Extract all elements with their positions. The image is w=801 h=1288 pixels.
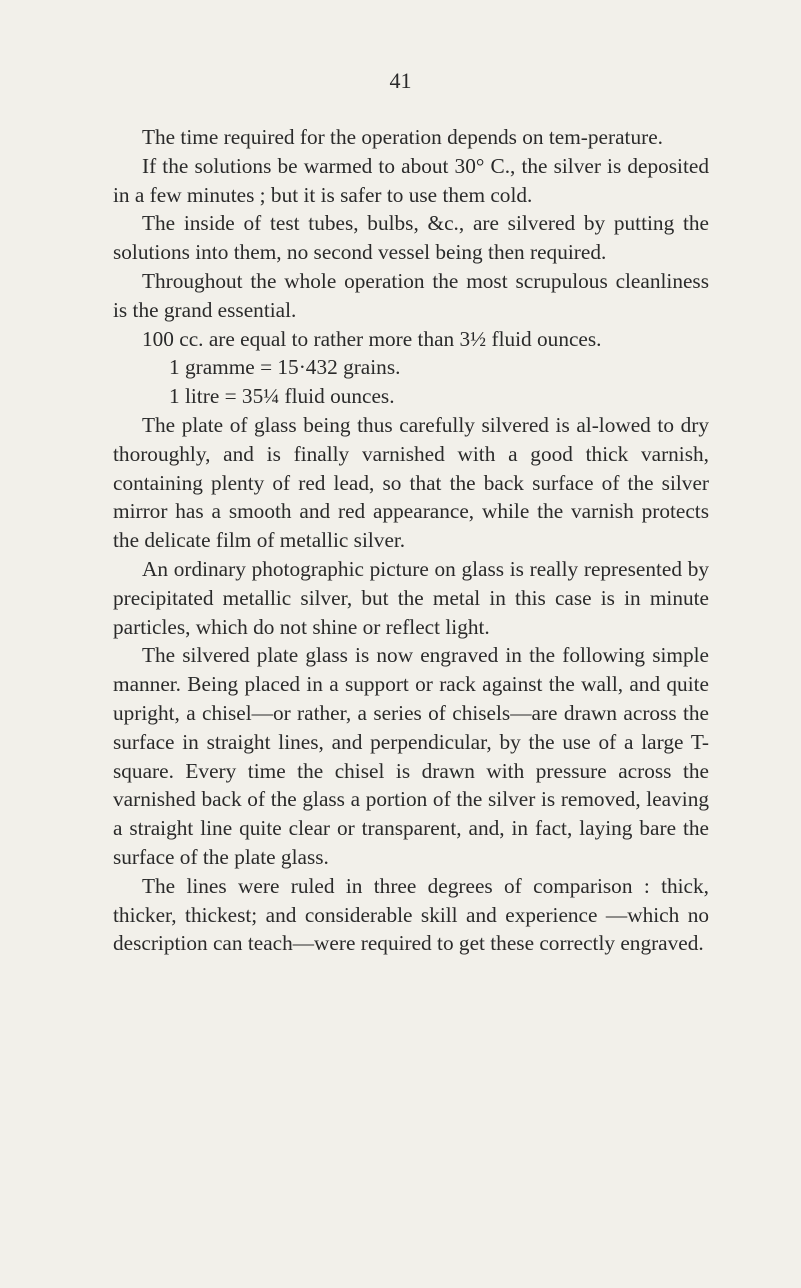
- paragraph-warming: If the solutions be warmed to about 30° C., the silver is deposited in a few minutes ; but it is safer to use them cold.: [113, 153, 709, 207]
- paragraph-test-tubes: The inside of test tubes, bulbs, &c., are silvered by putting the solutions into them, no second vessel being then required.: [113, 211, 709, 265]
- paragraph-photographic: An ordinary photographic picture on glass is really represented by precipitated metallic silver, but the metal in this case is in minute particles, which do not shine or reflect light.: [113, 556, 709, 639]
- paragraph-temperature: The time required for the operation depends on tem-perature.: [142, 125, 663, 149]
- formula-gramme: 1 gramme = 15·432 grains.: [169, 355, 401, 380]
- page-number: 41: [389, 68, 412, 93]
- paragraph-measure: 100 cc. are equal to rather more than 3½ fluid ounces.: [142, 326, 602, 351]
- paragraph-engraving: The silvered plate glass is now engraved in the following simple manner. Being placed in a support or rack against the wall, and quite upright, a chisel—or rather, a series of chisels—are drawn across the surface in straight lines, and perpendicular, by the use of a large T-square. Every time the chisel is drawn with pressure across the varnished back of the glass a portion of the silver is removed, leaving a straight line quite clear or transparent, and, in fact, laying bare the surface of the plate glass.: [113, 643, 709, 869]
- paragraph-cleanliness: Throughout the whole operation the most scrupulous cleanliness is the grand essential.: [113, 268, 709, 322]
- paragraph-lines: The lines were ruled in three degrees of comparison : thick, thicker, thickest; and considerable skill and experience —which no description can teach—were required to get these correctly engraved.: [113, 873, 709, 956]
- body-text: [113, 123, 709, 958]
- formula-litre: 1 litre = 35¼ fluid ounces.: [169, 384, 395, 409]
- paragraph-varnish: The plate of glass being thus carefully silvered is al-lowed to dry thoroughly, and is finally varnished with a good thick varnish, containing plenty of red lead, so that the back surface of the silver mirror has a smooth and red appearance, while the varnish protects the delicate film of metallic silver.: [113, 412, 709, 553]
